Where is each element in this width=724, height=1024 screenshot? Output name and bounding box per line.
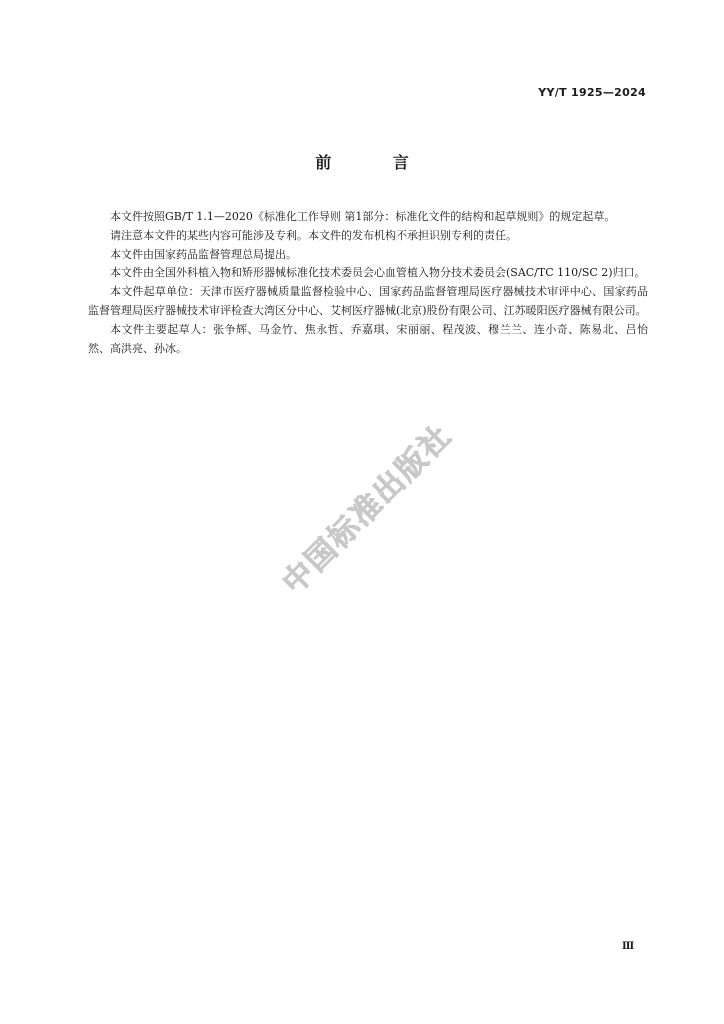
paragraph-drafting-units: 本文件起草单位：天津市医疗器械质量监督检验中心、国家药品监督管理局医疗器械技术审评中心、国家药品监督管理局医疗器械技术审评检查大湾区分中心、艾柯医疗器械(北京)股份有限公司、江苏暖阳医疗器械有限公司。 — [88, 285, 648, 317]
foreword-body — [88, 208, 648, 358]
paragraph-proposer: 本文件由国家药品监督管理总局提出。 — [110, 247, 297, 261]
document-code: YY/T 1925—2024 — [538, 86, 646, 99]
page-title: 前 言 — [315, 153, 437, 172]
page-number: Ⅲ — [622, 941, 635, 952]
paragraph-patent-notice: 请注意本文件的某些内容可能涉及专利。本文件的发布机构不承担识别专利的责任。 — [110, 228, 517, 242]
paragraph-drafters: 本文件主要起草人：张争辉、马金竹、焦永哲、乔嘉琪、宋丽丽、程茂波、穆兰兰、连小奇、陈易北、吕怡然、高洪亮、孙冰。 — [88, 322, 648, 355]
paragraph-drafting-rules: 本文件按照GB/T 1.1—2020《标准化工作导则 第1部分：标准化文件的结构和起草规则》的规定起草。 — [110, 210, 616, 223]
publisher-watermark: 中国标准出版社 — [275, 417, 460, 602]
paragraph-technical-committee: 本文件由全国外科植入物和矫形器械标准化技术委员会心血管植入物分技术委员会(SAC/TC 110/SC 2)归口。 — [110, 266, 646, 280]
